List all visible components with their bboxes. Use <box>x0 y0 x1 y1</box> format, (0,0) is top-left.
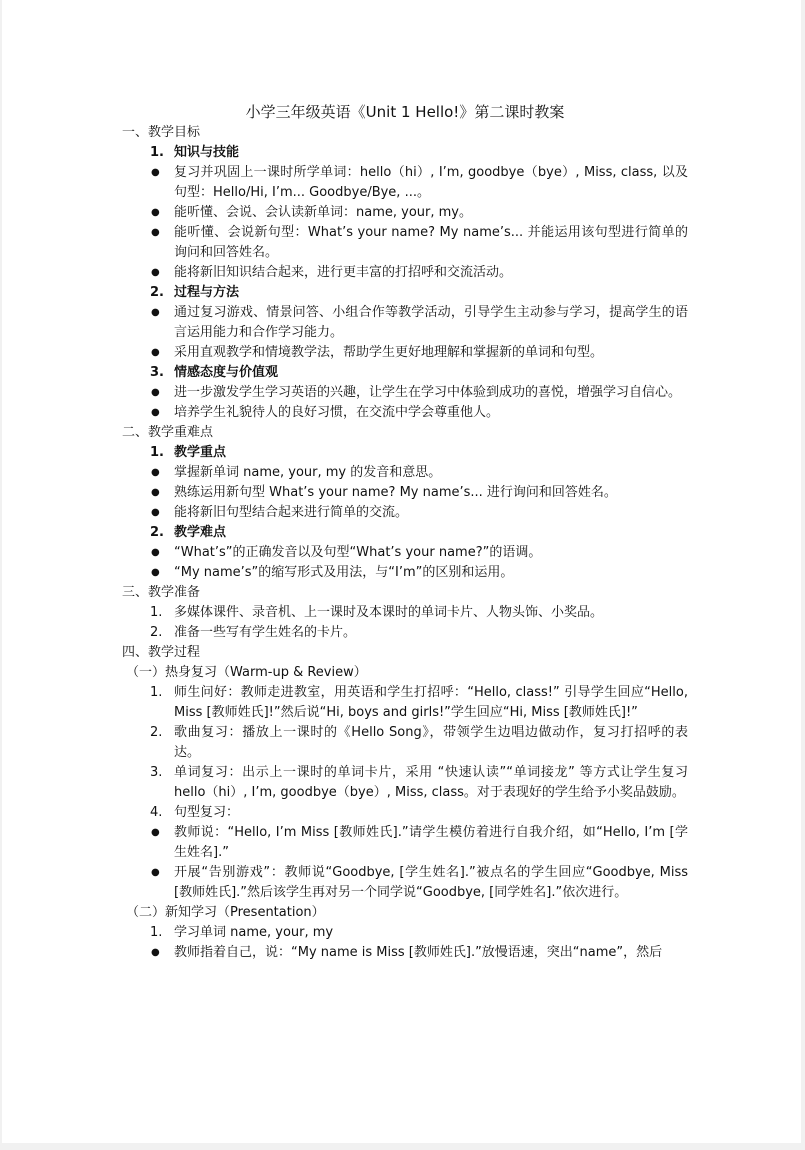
bullet-icon: ● <box>151 347 160 358</box>
list-item: ● “My name’s”的缩写形式及用法，与“I’m”的区别和运用。 <box>122 563 688 583</box>
list-item: ● 能听懂、会说新句型：What’s your name? My name’s... 并能运用该句型进行简单的询问和回答姓名。 <box>151 225 688 260</box>
bullet-icon: ● <box>151 307 160 318</box>
subsection-heading: 1. 知识与技能 <box>150 145 240 160</box>
list-item: ● 熟练运用新句型 What’s your name? My name’s... 进行询问和回答姓名。 <box>122 483 688 503</box>
list-item: ● 采用直观教学和情境教学法，帮助学生更好地理解和掌握新的单词和句型。 <box>122 343 688 363</box>
list-item: ● 进一步激发学生学习英语的兴趣，让学生在学习中体验到成功的喜悦，增强学习自信心。 <box>122 383 688 403</box>
list-item: 1. 多媒体课件、录音机、上一课时及本课时的单词卡片、人物头饰、小奖品。 <box>150 605 604 620</box>
list-item: ● 能将新旧句型结合起来进行简单的交流。 <box>122 503 688 523</box>
list-item: 2. 准备一些写有学生姓名的卡片。 <box>150 625 357 640</box>
bullet-icon: ● <box>151 207 160 218</box>
subsection-heading: 2. 过程与方法 <box>150 285 240 300</box>
list-item: ● 能听懂、会说、会认读新单词：name, your, my。 <box>122 203 688 223</box>
document-page <box>2 0 801 1143</box>
list-item: ● 能将新旧知识结合起来，进行更丰富的打招呼和交流活动。 <box>122 263 688 283</box>
bullet-icon: ● <box>151 487 160 498</box>
bullet-icon: ● <box>151 947 160 958</box>
section-heading: 三、教学准备 <box>122 585 201 600</box>
bullet-icon: ● <box>151 827 160 838</box>
part-heading: （一）热身复习（Warm-up & Review） <box>126 665 367 680</box>
list-item: 1. 师生问好：教师走进教室，用英语和学生打招呼：“Hello, class!” 引导学生回应“Hello, Miss [教师姓氏]!”然后说“Hi, boys and girls!”学生回应“Hi, Miss [教师姓氏]!” <box>150 685 688 720</box>
list-item: 4. 句型复习： <box>150 805 240 820</box>
list-item: ● “What’s”的正确发音以及句型“What’s your name?”的语调。 <box>122 543 688 563</box>
bullet-icon: ● <box>151 867 160 878</box>
list-item: ● 教师说：“Hello, I’m Miss [教师姓氏].”请学生模仿着进行自我介绍，如“Hello, I’m [学生姓名].” <box>151 825 688 860</box>
bullet-icon: ● <box>151 167 160 178</box>
list-item: 1. 学习单词 name, your, my <box>150 925 334 940</box>
bullet-icon: ● <box>151 267 160 278</box>
subsection-heading: 2. 教学难点 <box>150 525 227 540</box>
page-title: 小学三年级英语《Unit 1 Hello!》第二课时教案 <box>245 103 565 121</box>
bullet-icon: ● <box>151 387 160 398</box>
bullet-icon: ● <box>151 467 160 478</box>
bullet-icon: ● <box>151 507 160 518</box>
bullet-icon: ● <box>151 567 160 578</box>
subsection-heading: 3. 情感态度与价值观 <box>150 365 279 380</box>
section-heading: 一、教学目标 <box>122 125 201 140</box>
list-item: ● 开展“告别游戏”：教师说“Goodbye, [学生姓名].”被点名的学生回应“Goodbye, Miss [教师姓氏].”然后该学生再对另一个同学说“Goodbye, [同学姓名].”依次进行。 <box>151 865 688 900</box>
list-item: ● 教师指着自己，说：“My name is Miss [教师姓氏].”放慢语速，突出“name”，然后 <box>122 943 688 963</box>
list-item: 3. 单词复习：出示上一课时的单词卡片，采用 “快速认读”“单词接龙” 等方式让学生复习 hello（hi）, I’m, goodbye（bye）, Miss, class。对于表现好的学生给予小奖品鼓励。 <box>150 765 688 800</box>
list-item: ● 掌握新单词 name, your, my 的发音和意思。 <box>122 463 688 483</box>
part-heading: （二）新知学习（Presentation） <box>126 905 325 920</box>
list-item: ● 复习并巩固上一课时所学单词：hello（hi）, I’m, goodbye（bye）, Miss, class, 以及句型：Hello/Hi, I’m... Goodbye/Bye, ...。 <box>151 165 688 200</box>
bullet-icon: ● <box>151 407 160 418</box>
list-item: 2. 歌曲复习：播放上一课时的《Hello Song》，带领学生边唱边做动作，复习打招呼的表达。 <box>150 725 688 760</box>
subsection-heading: 1. 教学重点 <box>150 445 227 460</box>
list-item: ● 培养学生礼貌待人的良好习惯，在交流中学会尊重他人。 <box>122 403 688 423</box>
section-heading: 二、教学重难点 <box>122 425 214 440</box>
bullet-icon: ● <box>151 227 160 238</box>
section-heading: 四、教学过程 <box>122 645 201 660</box>
lesson-plan <box>122 101 688 963</box>
list-item: ● 通过复习游戏、情景问答、小组合作等教学活动，引导学生主动参与学习，提高学生的语言运用能力和合作学习能力。 <box>151 305 688 340</box>
bullet-icon: ● <box>151 547 160 558</box>
